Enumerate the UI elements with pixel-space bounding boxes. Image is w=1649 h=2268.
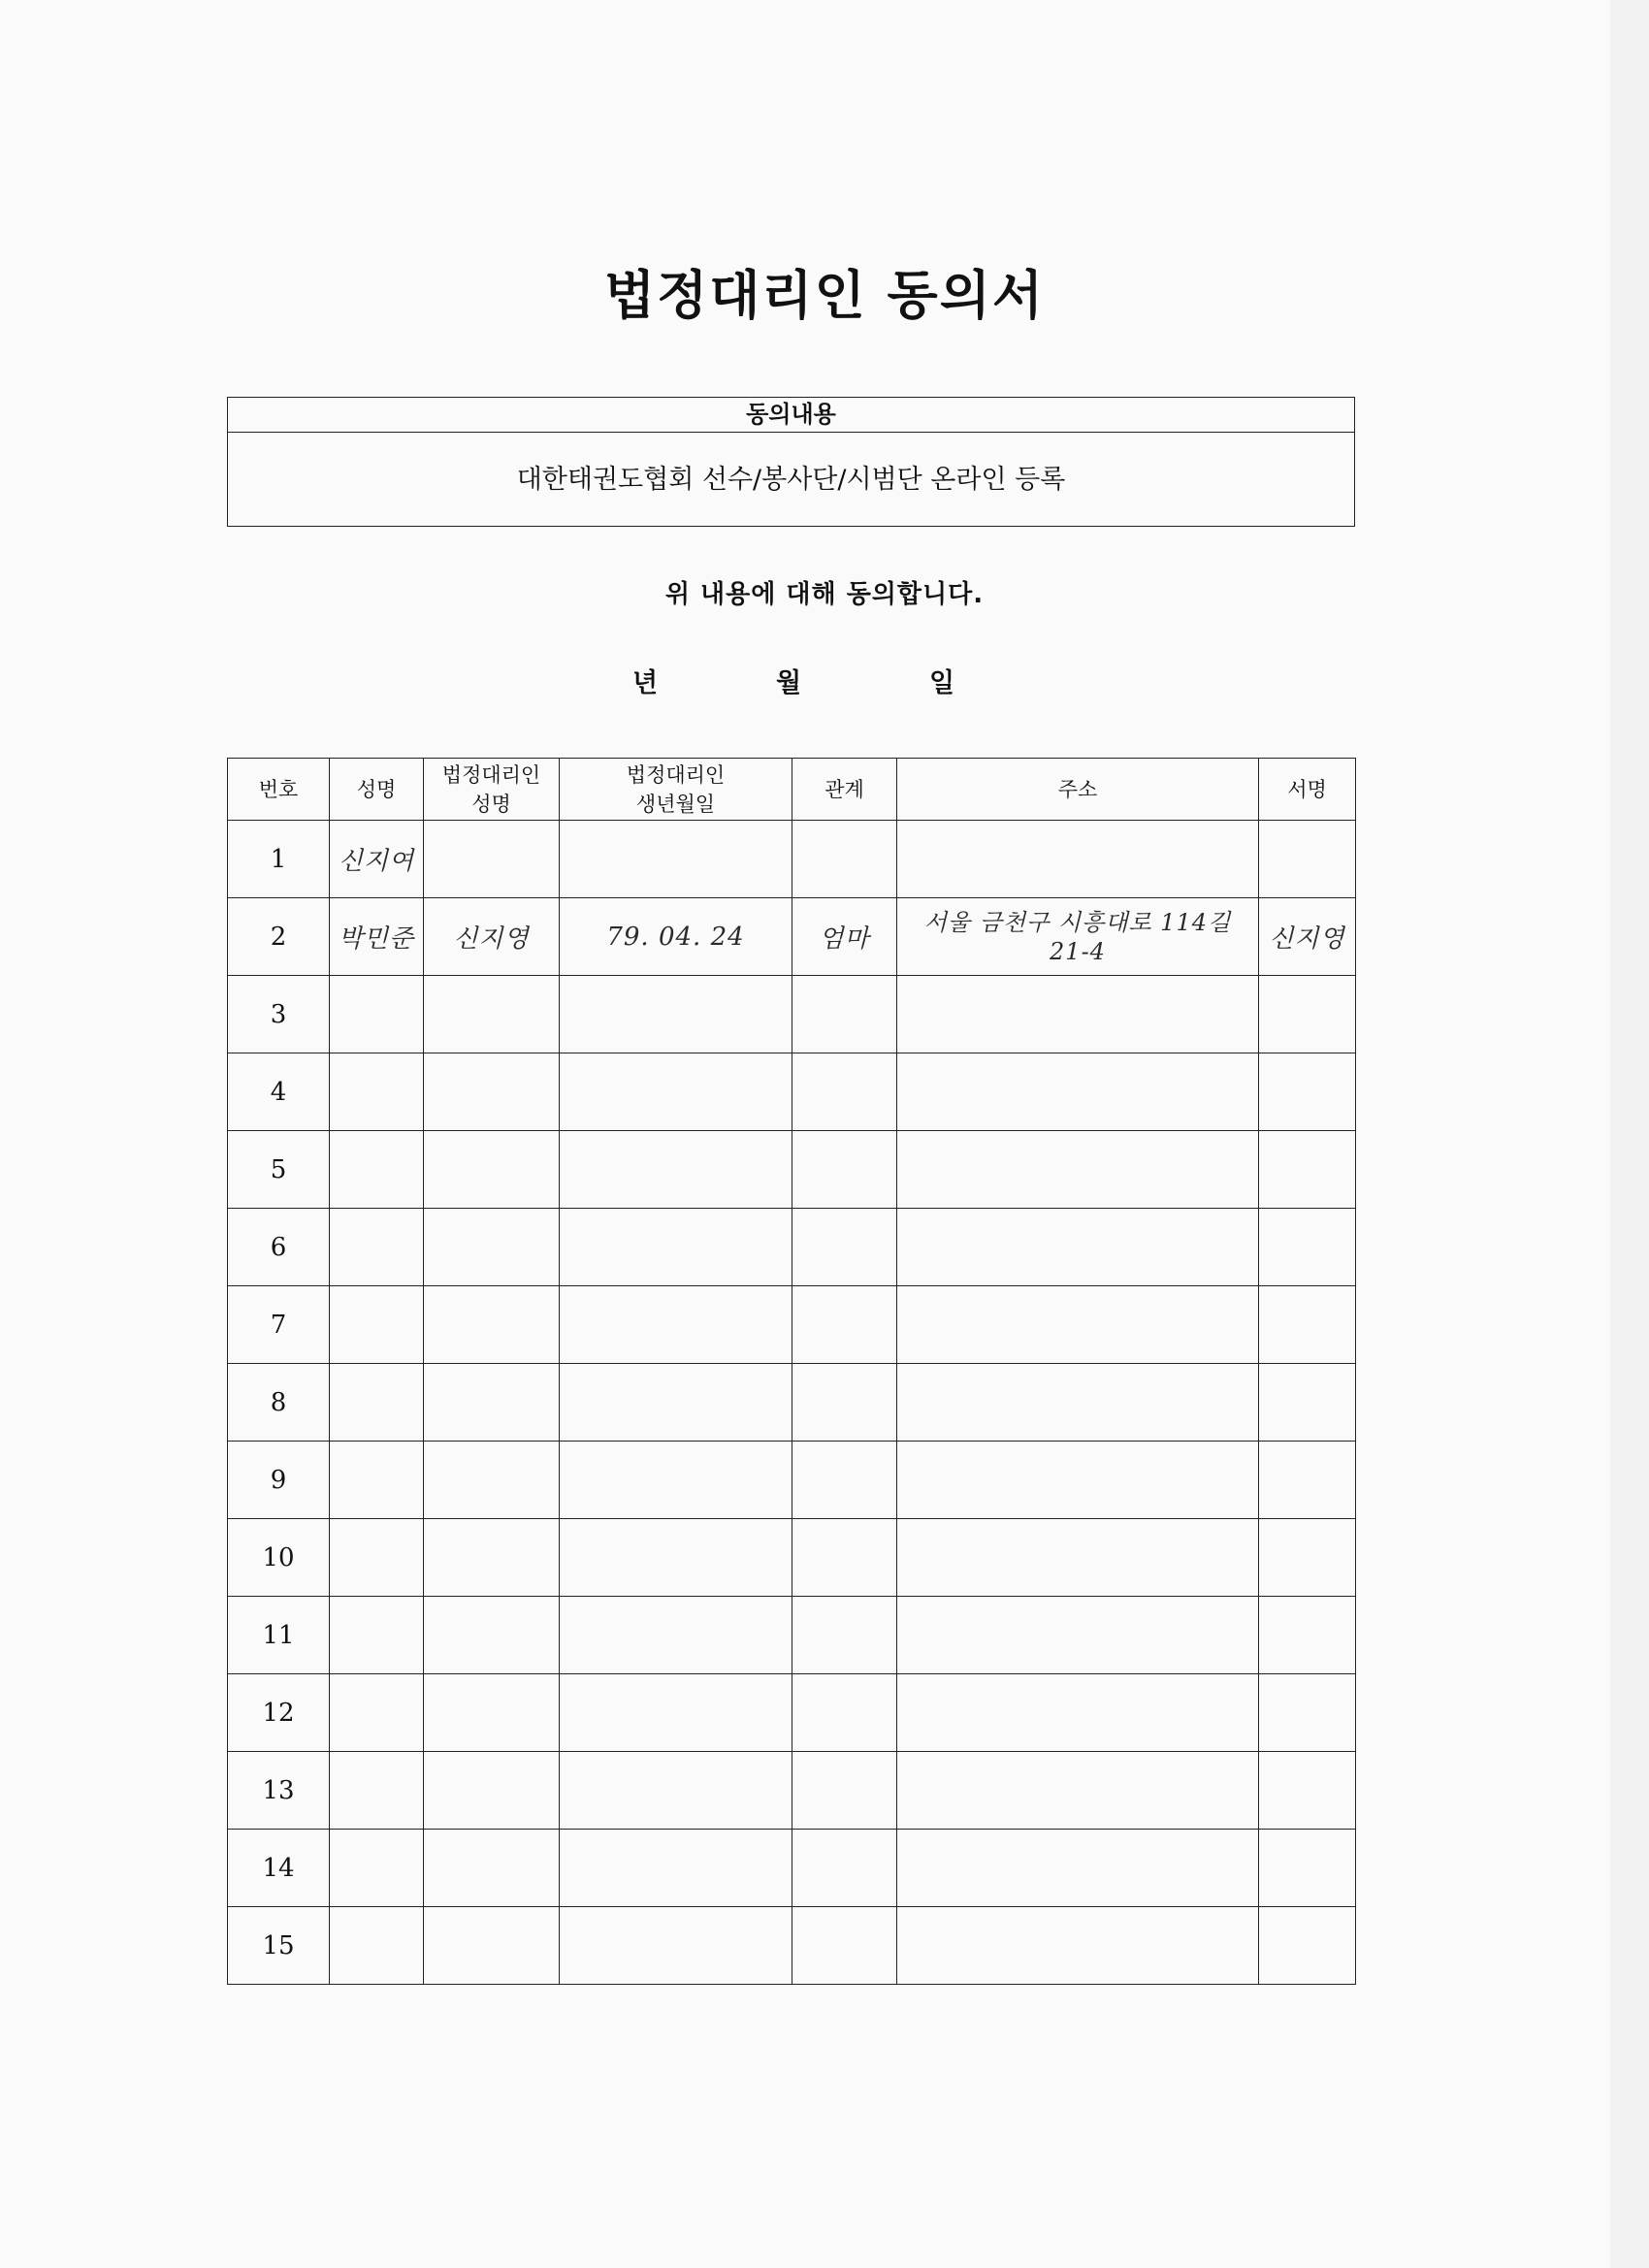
cell-address[interactable] <box>897 1752 1259 1830</box>
cell-signature[interactable] <box>1259 1907 1356 1985</box>
header-guardian-birth: 법정대리인 생년월일 <box>560 759 792 821</box>
table-row <box>228 1674 1356 1752</box>
cell-no: 3 <box>228 976 330 1053</box>
cell-guardian-name[interactable] <box>424 821 560 898</box>
cell-guardian-birth[interactable] <box>560 1907 792 1985</box>
cell-guardian-birth[interactable]: 79. 04. 24 <box>560 898 792 976</box>
cell-signature[interactable] <box>1259 1674 1356 1752</box>
header-signature: 서명 <box>1259 759 1356 821</box>
cell-guardian-name[interactable] <box>424 1519 560 1597</box>
cell-address[interactable] <box>897 1907 1259 1985</box>
cell-no: 9 <box>228 1442 330 1519</box>
table-row <box>228 898 1356 976</box>
scan-edge <box>1610 0 1649 2268</box>
cell-guardian-name[interactable] <box>424 1286 560 1364</box>
cell-address[interactable] <box>897 1597 1259 1674</box>
cell-relation[interactable] <box>792 821 897 898</box>
consent-box <box>227 397 1355 527</box>
cell-guardian-name[interactable] <box>424 1053 560 1131</box>
cell-guardian-name[interactable] <box>424 1907 560 1985</box>
cell-guardian-name[interactable] <box>424 1674 560 1752</box>
cell-guardian-birth[interactable] <box>560 1830 792 1907</box>
consent-header: 동의내용 <box>228 398 1354 433</box>
header-relation: 관계 <box>792 759 897 821</box>
cell-address[interactable] <box>897 1286 1259 1364</box>
cell-address[interactable] <box>897 1519 1259 1597</box>
table-row <box>228 1209 1356 1286</box>
cell-name[interactable] <box>330 1209 424 1286</box>
table-row <box>228 1597 1356 1674</box>
cell-guardian-birth[interactable] <box>560 1597 792 1674</box>
cell-no: 7 <box>228 1286 330 1364</box>
table-row <box>228 1442 1356 1519</box>
cell-guardian-name[interactable] <box>424 1752 560 1830</box>
cell-signature[interactable] <box>1259 1209 1356 1286</box>
cell-signature[interactable] <box>1259 1364 1356 1442</box>
cell-signature[interactable] <box>1259 1442 1356 1519</box>
cell-guardian-name[interactable] <box>424 1830 560 1907</box>
cell-address[interactable] <box>897 1131 1259 1209</box>
cell-relation[interactable] <box>792 1286 897 1364</box>
cell-no: 13 <box>228 1752 330 1830</box>
cell-no: 1 <box>228 821 330 898</box>
cell-guardian-birth[interactable] <box>560 1442 792 1519</box>
cell-address[interactable] <box>897 1209 1259 1286</box>
cell-name[interactable]: 신지여 <box>330 821 424 898</box>
cell-signature[interactable] <box>1259 821 1356 898</box>
cell-relation[interactable] <box>792 1597 897 1674</box>
table-row <box>228 1053 1356 1131</box>
cell-address[interactable]: 서울 금천구 시흥대로 114길 21-4 <box>897 898 1259 976</box>
cell-signature[interactable] <box>1259 976 1356 1053</box>
cell-relation[interactable] <box>792 1053 897 1131</box>
cell-signature[interactable] <box>1259 1131 1356 1209</box>
cell-no: 5 <box>228 1131 330 1209</box>
cell-relation[interactable] <box>792 1442 897 1519</box>
table-row <box>228 1131 1356 1209</box>
cell-address[interactable] <box>897 1053 1259 1131</box>
cell-guardian-birth[interactable] <box>560 1519 792 1597</box>
cell-guardian-birth[interactable] <box>560 1131 792 1209</box>
cell-name[interactable] <box>330 1053 424 1131</box>
table-row <box>228 976 1356 1053</box>
cell-relation[interactable] <box>792 1752 897 1830</box>
table-row <box>228 1752 1356 1830</box>
cell-relation[interactable] <box>792 1519 897 1597</box>
cell-guardian-name[interactable] <box>424 976 560 1053</box>
cell-name[interactable]: 박민준 <box>330 898 424 976</box>
cell-address[interactable] <box>897 976 1259 1053</box>
table-row <box>228 1907 1356 1985</box>
table-row <box>228 1286 1356 1364</box>
cell-no: 14 <box>228 1830 330 1907</box>
table-row <box>228 1830 1356 1907</box>
cell-no: 2 <box>228 898 330 976</box>
cell-guardian-name[interactable] <box>424 1131 560 1209</box>
header-name: 성명 <box>330 759 424 821</box>
cell-no: 15 <box>228 1907 330 1985</box>
agree-statement: 위 내용에 대해 동의합니다. <box>664 580 985 609</box>
consent-content: 대한태권도협회 선수/봉사단/시범단 온라인 등록 <box>516 465 1066 495</box>
cell-relation[interactable] <box>792 1907 897 1985</box>
date-day-label: 일 <box>929 668 955 698</box>
cell-no: 12 <box>228 1674 330 1752</box>
cell-guardian-name[interactable] <box>424 1442 560 1519</box>
cell-address[interactable] <box>897 1442 1259 1519</box>
cell-no: 6 <box>228 1209 330 1286</box>
cell-no: 4 <box>228 1053 330 1131</box>
header-address: 주소 <box>897 759 1259 821</box>
table-header-row <box>228 759 1356 821</box>
cell-guardian-birth[interactable] <box>560 1752 792 1830</box>
cell-address[interactable] <box>897 821 1259 898</box>
table-row <box>228 1519 1356 1597</box>
cell-no: 11 <box>228 1597 330 1674</box>
cell-address[interactable] <box>897 1674 1259 1752</box>
cell-relation[interactable] <box>792 1209 897 1286</box>
cell-name[interactable] <box>330 1752 424 1830</box>
cell-name[interactable] <box>330 1442 424 1519</box>
cell-no: 10 <box>228 1519 330 1597</box>
cell-signature[interactable] <box>1259 1286 1356 1364</box>
cell-name[interactable] <box>330 1907 424 1985</box>
cell-relation[interactable] <box>792 1830 897 1907</box>
cell-signature[interactable] <box>1259 1752 1356 1830</box>
cell-guardian-birth[interactable] <box>560 1053 792 1131</box>
cell-relation[interactable] <box>792 1364 897 1442</box>
cell-guardian-name[interactable] <box>424 1597 560 1674</box>
cell-address[interactable] <box>897 1830 1259 1907</box>
cell-signature[interactable] <box>1259 1830 1356 1907</box>
cell-guardian-name[interactable] <box>424 1209 560 1286</box>
cell-guardian-birth[interactable] <box>560 976 792 1053</box>
header-no: 번호 <box>228 759 330 821</box>
date-year-label: 년 <box>632 668 659 698</box>
date-month-label: 월 <box>776 668 802 698</box>
cell-signature[interactable]: 신지영 <box>1259 898 1356 976</box>
cell-guardian-name[interactable]: 신지영 <box>424 898 560 976</box>
cell-relation[interactable] <box>792 1674 897 1752</box>
cell-guardian-birth[interactable] <box>560 1674 792 1752</box>
cell-name[interactable] <box>330 1286 424 1364</box>
cell-signature[interactable] <box>1259 1053 1356 1131</box>
cell-relation[interactable] <box>792 1131 897 1209</box>
cell-name[interactable] <box>330 1830 424 1907</box>
registration-table <box>227 758 1356 1985</box>
cell-guardian-birth[interactable] <box>560 821 792 898</box>
cell-signature[interactable] <box>1259 1597 1356 1674</box>
cell-guardian-birth[interactable] <box>560 1209 792 1286</box>
table-row <box>228 1364 1356 1442</box>
cell-name[interactable] <box>330 1364 424 1442</box>
cell-relation[interactable] <box>792 976 897 1053</box>
cell-name[interactable] <box>330 1519 424 1597</box>
cell-name[interactable] <box>330 1674 424 1752</box>
page-title: 법정대리인 동의서 <box>603 264 1046 326</box>
cell-name[interactable] <box>330 1597 424 1674</box>
cell-name[interactable] <box>330 1131 424 1209</box>
cell-no: 8 <box>228 1364 330 1442</box>
cell-guardian-birth[interactable] <box>560 1286 792 1364</box>
cell-address[interactable] <box>897 1364 1259 1442</box>
cell-relation[interactable]: 엄마 <box>792 898 897 976</box>
table-row <box>228 821 1356 898</box>
cell-guardian-birth[interactable] <box>560 1364 792 1442</box>
cell-guardian-name[interactable] <box>424 1364 560 1442</box>
cell-signature[interactable] <box>1259 1519 1356 1597</box>
header-guardian-name: 법정대리인 성명 <box>424 759 560 821</box>
cell-name[interactable] <box>330 976 424 1053</box>
